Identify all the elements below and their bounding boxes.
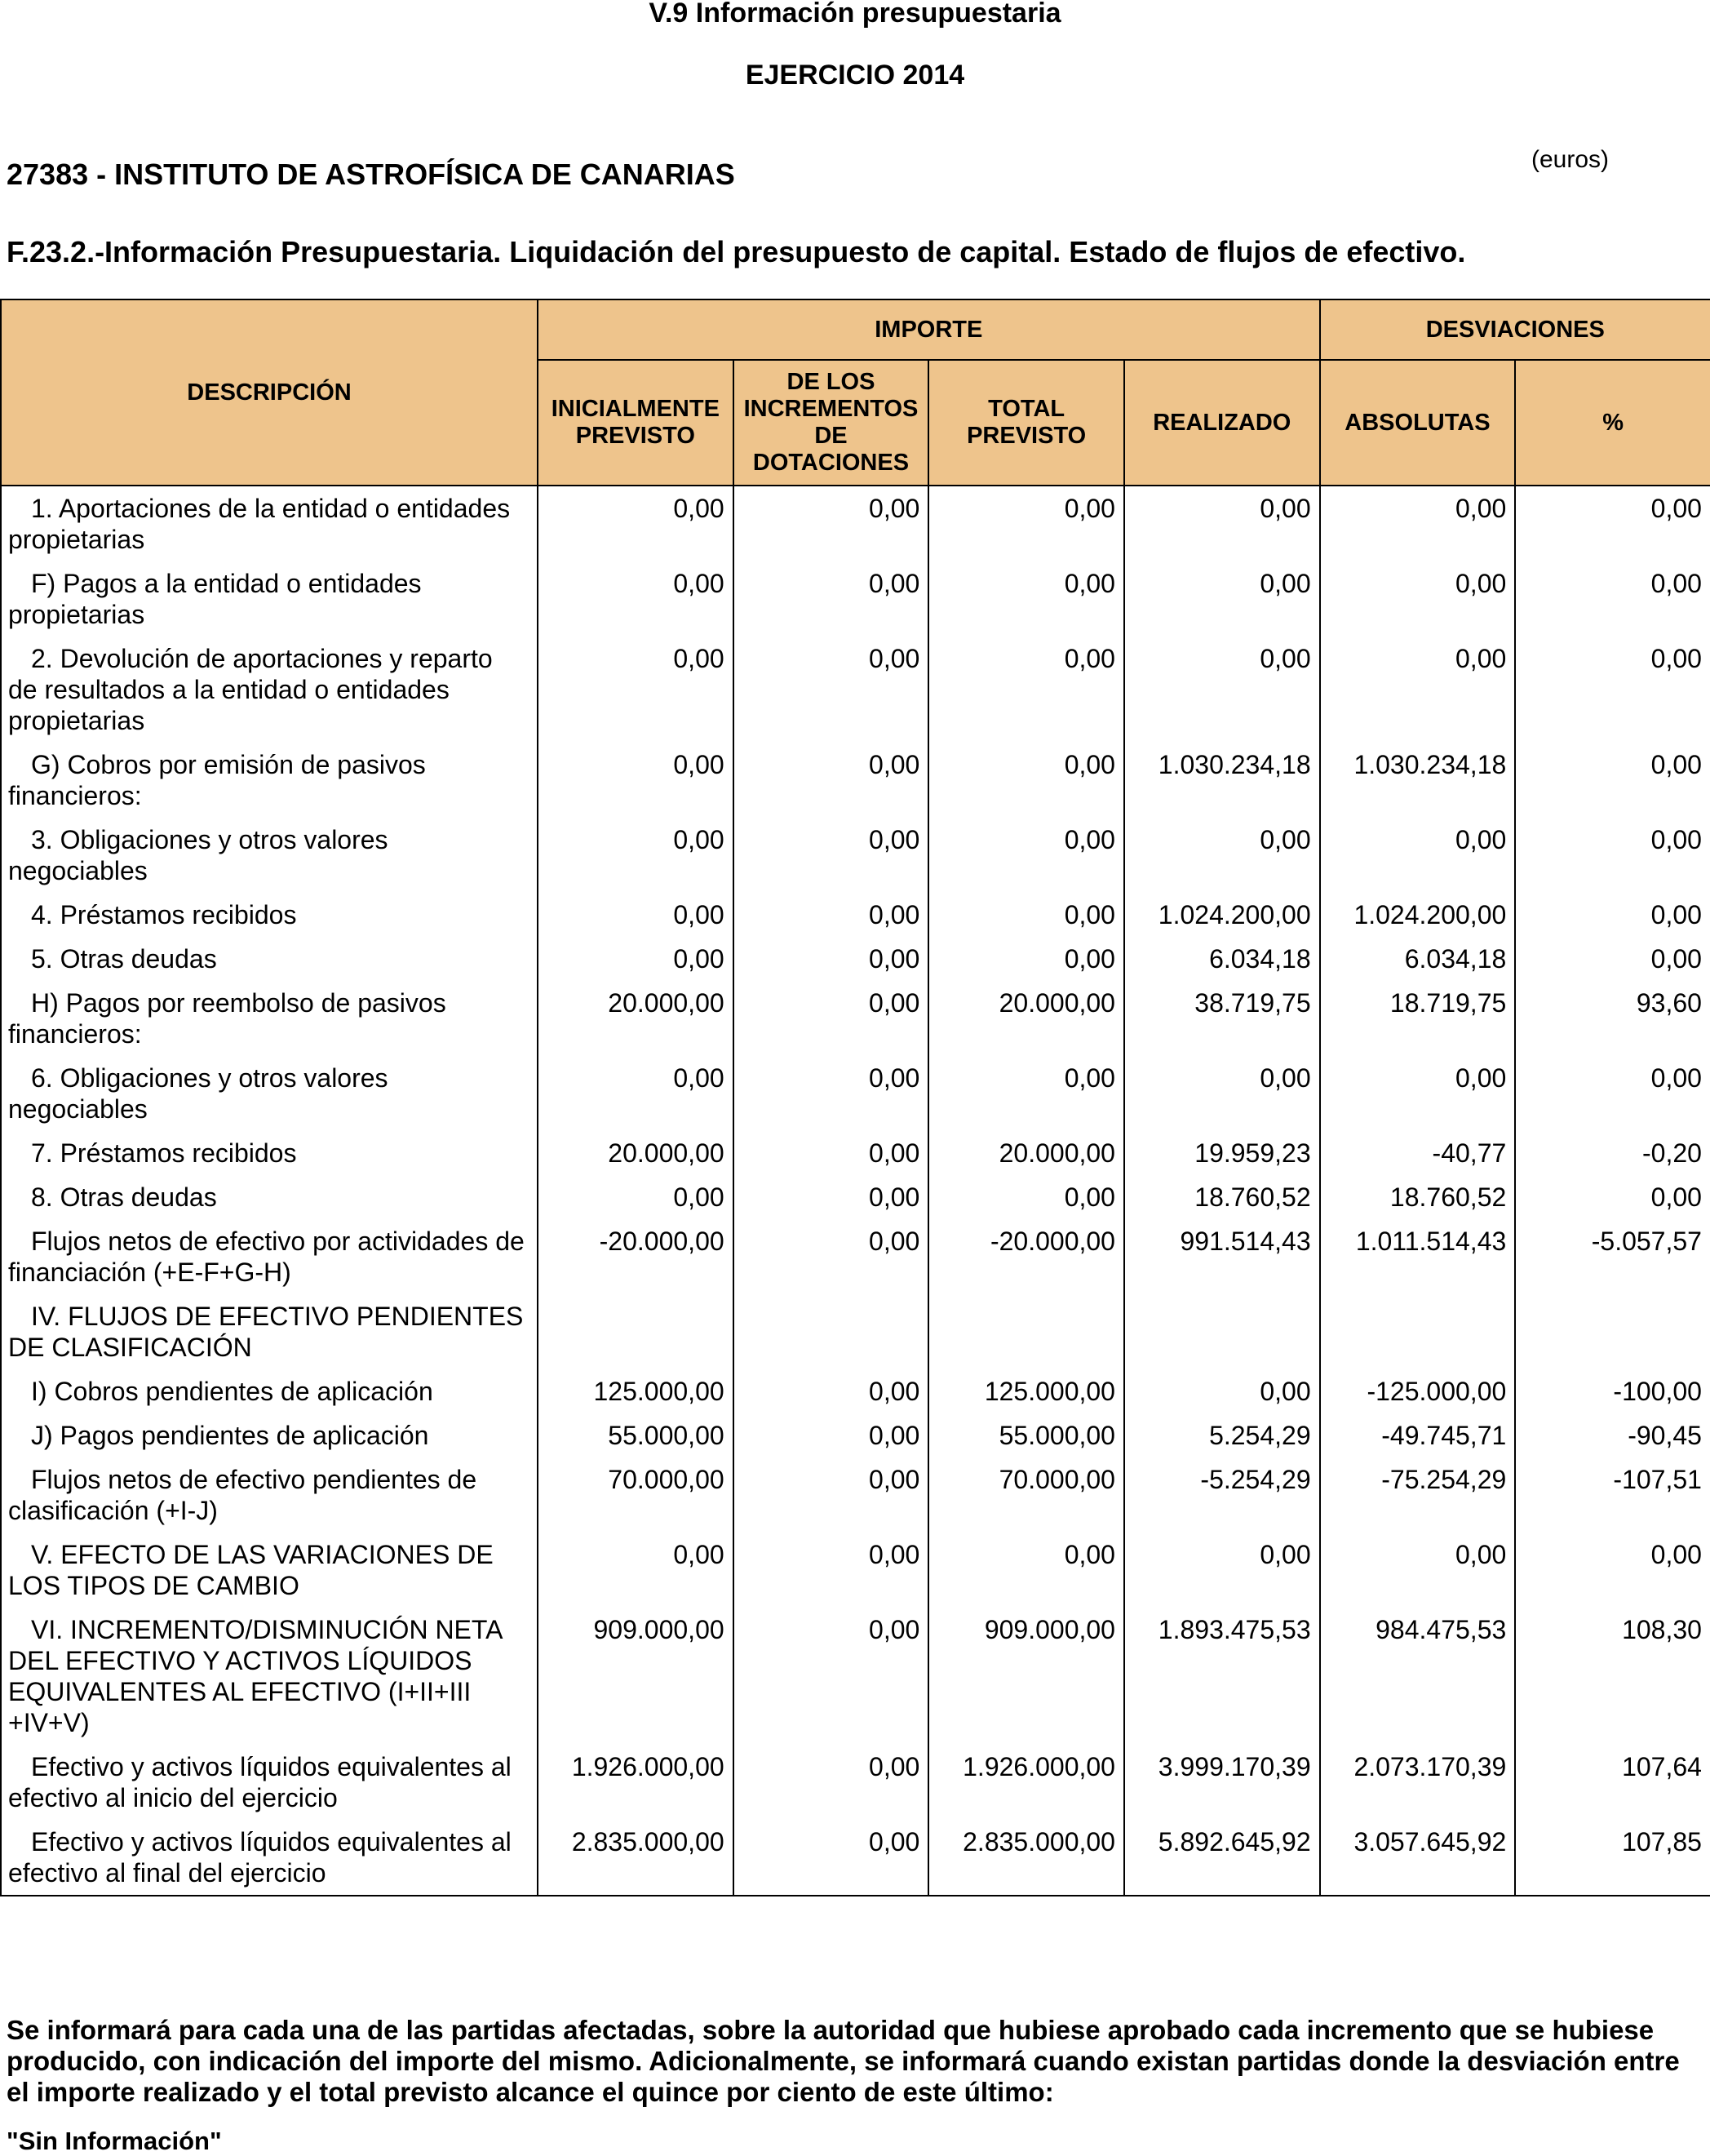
- cell-absolutas: 18.719,75: [1320, 981, 1516, 1056]
- row-description-cell: [1, 1745, 538, 1820]
- cell-inicial: 2.835.000,00: [538, 1820, 733, 1896]
- cell-inicial: 0,00: [538, 1056, 733, 1131]
- cell-absolutas: 18.760,52: [1320, 1175, 1516, 1219]
- cell-realizado: 19.959,23: [1124, 1131, 1320, 1175]
- cell-total: 55.000,00: [928, 1413, 1124, 1457]
- cell-absolutas: -40,77: [1320, 1131, 1516, 1175]
- cell-porcentaje: 0,00: [1515, 818, 1710, 893]
- no-information-note: "Sin Información": [7, 2127, 222, 2155]
- cell-realizado: 6.034,18: [1124, 937, 1320, 981]
- cell-incrementos: 0,00: [733, 743, 929, 818]
- cell-inicial: 1.926.000,00: [538, 1745, 733, 1820]
- cell-porcentaje: 0,00: [1515, 1056, 1710, 1131]
- header-absolutas: ABSOLUTAS: [1320, 360, 1516, 486]
- cell-total: 20.000,00: [928, 981, 1124, 1056]
- header-importe: IMPORTE: [538, 299, 1320, 360]
- cell-realizado: [1124, 1294, 1320, 1369]
- cell-realizado: 0,00: [1124, 1056, 1320, 1131]
- cell-absolutas: 2.073.170,39: [1320, 1745, 1516, 1820]
- cell-inicial: 55.000,00: [538, 1413, 733, 1457]
- cell-inicial: 0,00: [538, 937, 733, 981]
- cell-absolutas: 0,00: [1320, 637, 1516, 743]
- row-description: 4. Préstamos recibidos: [31, 900, 297, 929]
- cell-realizado: 38.719,75: [1124, 981, 1320, 1056]
- header-total-previsto: TOTAL PREVISTO: [928, 360, 1124, 486]
- row-description: G) Cobros por emisión de pasivos financieros:: [8, 750, 426, 810]
- row-description-cell: [1, 1369, 538, 1413]
- cell-total: 0,00: [928, 1533, 1124, 1608]
- cell-porcentaje: 0,00: [1515, 1533, 1710, 1608]
- row-description-cell: [1, 1608, 538, 1745]
- cell-porcentaje: -90,45: [1515, 1413, 1710, 1457]
- cell-incrementos: 0,00: [733, 1745, 929, 1820]
- row-description-cell: [1, 893, 538, 937]
- cell-realizado: 0,00: [1124, 1533, 1320, 1608]
- row-description: F) Pagos a la entidad o entidades propietarias: [8, 569, 422, 629]
- cell-realizado: 1.030.234,18: [1124, 743, 1320, 818]
- cell-porcentaje: -5.057,57: [1515, 1219, 1710, 1294]
- cell-inicial: 0,00: [538, 743, 733, 818]
- header-inicialmente-previsto: INICIALMENTE PREVISTO: [538, 360, 733, 486]
- row-description-cell: [1, 1820, 538, 1896]
- cell-inicial: 0,00: [538, 1533, 733, 1608]
- cell-incrementos: 0,00: [733, 893, 929, 937]
- cell-realizado: 0,00: [1124, 561, 1320, 637]
- row-description-cell: [1, 981, 538, 1056]
- cell-total: 0,00: [928, 893, 1124, 937]
- row-description: 8. Otras deudas: [31, 1182, 217, 1212]
- cell-inicial: 0,00: [538, 486, 733, 561]
- cell-absolutas: 1.030.234,18: [1320, 743, 1516, 818]
- currency-units: (euros): [1531, 146, 1610, 173]
- cell-total: 70.000,00: [928, 1457, 1124, 1533]
- page-title: V.9 Información presupuestaria: [649, 0, 1061, 29]
- cell-inicial: 0,00: [538, 637, 733, 743]
- cell-incrementos: 0,00: [733, 1131, 929, 1175]
- cell-porcentaje: 0,00: [1515, 937, 1710, 981]
- cell-inicial: 0,00: [538, 1175, 733, 1219]
- row-description: V. EFECTO DE LAS VARIACIONES DE LOS TIPOS DE CAMBIO: [8, 1540, 494, 1600]
- row-description: Efectivo y activos líquidos equivalentes al efectivo al inicio del ejercicio: [8, 1752, 512, 1812]
- cell-absolutas: 0,00: [1320, 561, 1516, 637]
- row-description-cell: [1, 1175, 538, 1219]
- cell-realizado: 0,00: [1124, 637, 1320, 743]
- row-description-cell: [1, 1131, 538, 1175]
- cell-porcentaje: -0,20: [1515, 1131, 1710, 1175]
- footnote-text: Se informará para cada una de las partidas afectadas, sobre la autoridad que hubiese aprobado cada incremento que se hubiese producido, con indicación del importe del mismo. Adicionalmente, se informará cuando existan partidas donde la desviación entre el importe realizado y el total previsto alcance el quince por ciento de este último:: [7, 2015, 1680, 2107]
- cell-absolutas: 0,00: [1320, 818, 1516, 893]
- cell-inicial: 20.000,00: [538, 981, 733, 1056]
- table-row: [1, 637, 1710, 743]
- row-description: 5. Otras deudas: [31, 944, 217, 974]
- table-row: [1, 1820, 1710, 1896]
- table-row: [1, 1533, 1710, 1608]
- cell-incrementos: 0,00: [733, 1219, 929, 1294]
- cell-porcentaje: 0,00: [1515, 743, 1710, 818]
- table-row: [1, 561, 1710, 637]
- row-description-cell: [1, 1413, 538, 1457]
- cell-porcentaje: 107,85: [1515, 1820, 1710, 1896]
- cell-realizado: 0,00: [1124, 486, 1320, 561]
- cell-absolutas: -75.254,29: [1320, 1457, 1516, 1533]
- cell-total: 0,00: [928, 818, 1124, 893]
- table-row: [1, 1608, 1710, 1745]
- cell-incrementos: 0,00: [733, 561, 929, 637]
- cell-porcentaje: -107,51: [1515, 1457, 1710, 1533]
- cell-porcentaje: 108,30: [1515, 1608, 1710, 1745]
- cell-incrementos: [733, 1294, 929, 1369]
- cell-porcentaje: 0,00: [1515, 1175, 1710, 1219]
- cell-porcentaje: 0,00: [1515, 637, 1710, 743]
- cell-total: 1.926.000,00: [928, 1745, 1124, 1820]
- table-row: [1, 743, 1710, 818]
- cell-realizado: 18.760,52: [1124, 1175, 1320, 1219]
- cell-incrementos: 0,00: [733, 1820, 929, 1896]
- table-row: [1, 1369, 1710, 1413]
- cell-porcentaje: 0,00: [1515, 893, 1710, 937]
- cell-realizado: 5.254,29: [1124, 1413, 1320, 1457]
- row-description-cell: [1, 486, 538, 561]
- cell-inicial: 20.000,00: [538, 1131, 733, 1175]
- cell-total: 0,00: [928, 743, 1124, 818]
- cell-total: 0,00: [928, 1056, 1124, 1131]
- row-description-cell: [1, 1219, 538, 1294]
- header-desviaciones: DESVIACIONES: [1320, 299, 1710, 360]
- cell-inicial: 125.000,00: [538, 1369, 733, 1413]
- cell-total: 0,00: [928, 1175, 1124, 1219]
- cell-incrementos: 0,00: [733, 1369, 929, 1413]
- row-description-cell: [1, 1457, 538, 1533]
- row-description-cell: [1, 637, 538, 743]
- cell-realizado: 991.514,43: [1124, 1219, 1320, 1294]
- cell-total: 909.000,00: [928, 1608, 1124, 1745]
- cell-incrementos: 0,00: [733, 1056, 929, 1131]
- cell-inicial: 0,00: [538, 893, 733, 937]
- table-row: [1, 1131, 1710, 1175]
- table-row: [1, 937, 1710, 981]
- cell-porcentaje: 0,00: [1515, 486, 1710, 561]
- cell-incrementos: 0,00: [733, 637, 929, 743]
- cell-porcentaje: -100,00: [1515, 1369, 1710, 1413]
- row-description-cell: [1, 743, 538, 818]
- cell-porcentaje: [1515, 1294, 1710, 1369]
- cell-incrementos: 0,00: [733, 937, 929, 981]
- cell-inicial: [538, 1294, 733, 1369]
- table-row: [1, 1056, 1710, 1131]
- header-realizado: REALIZADO: [1124, 360, 1320, 486]
- cell-inicial: 0,00: [538, 818, 733, 893]
- entity-name: 27383 - INSTITUTO DE ASTROFÍSICA DE CANARIAS: [7, 157, 735, 191]
- cell-absolutas: 3.057.645,92: [1320, 1820, 1516, 1896]
- header-porcentaje: %: [1515, 360, 1710, 486]
- row-description: Efectivo y activos líquidos equivalentes al efectivo al final del ejercicio: [8, 1827, 512, 1888]
- cell-total: 0,00: [928, 561, 1124, 637]
- cell-absolutas: -49.745,71: [1320, 1413, 1516, 1457]
- cell-incrementos: 0,00: [733, 981, 929, 1056]
- cell-absolutas: 6.034,18: [1320, 937, 1516, 981]
- cell-realizado: -5.254,29: [1124, 1457, 1320, 1533]
- table-row: [1, 486, 1710, 561]
- row-description: Flujos netos de efectivo por actividades de financiación (+E-F+G-H): [8, 1227, 525, 1287]
- row-description: 2. Devolución de aportaciones y reparto de resultados a la entidad o entidades propietarias: [8, 644, 493, 735]
- table-row: [1, 893, 1710, 937]
- cell-total: 125.000,00: [928, 1369, 1124, 1413]
- cell-inicial: 909.000,00: [538, 1608, 733, 1745]
- cell-inicial: 0,00: [538, 561, 733, 637]
- cell-incrementos: 0,00: [733, 1413, 929, 1457]
- row-description: 3. Obligaciones y otros valores negociables: [8, 825, 388, 885]
- row-description: VI. INCREMENTO/DISMINUCIÓN NETA DEL EFECTIVO Y ACTIVOS LÍQUIDOS EQUIVALENTES AL EFECTIVO (I+II+III +IV+V): [8, 1615, 502, 1737]
- cell-incrementos: 0,00: [733, 1457, 929, 1533]
- row-description: 7. Préstamos recibidos: [31, 1138, 297, 1168]
- cell-absolutas: [1320, 1294, 1516, 1369]
- cell-total: [928, 1294, 1124, 1369]
- cell-realizado: 1.024.200,00: [1124, 893, 1320, 937]
- cell-absolutas: 0,00: [1320, 486, 1516, 561]
- table-row: [1, 1457, 1710, 1533]
- row-description: J) Pagos pendientes de aplicación: [31, 1421, 429, 1450]
- cell-incrementos: 0,00: [733, 1175, 929, 1219]
- report-subtitle: F.23.2.-Información Presupuestaria. Liquidación del presupuesto de capital. Estado de flujos de efectivo.: [7, 235, 1466, 268]
- cell-incrementos: 0,00: [733, 1533, 929, 1608]
- cash-flow-table: [0, 299, 1710, 1896]
- table-row: [1, 981, 1710, 1056]
- cell-incrementos: 0,00: [733, 1608, 929, 1745]
- row-description: Flujos netos de efectivo pendientes de clasificación (+I-J): [8, 1465, 477, 1525]
- cell-realizado: 5.892.645,92: [1124, 1820, 1320, 1896]
- cell-total: -20.000,00: [928, 1219, 1124, 1294]
- table-row: [1, 1413, 1710, 1457]
- table-body: [1, 486, 1710, 1896]
- cell-absolutas: 984.475,53: [1320, 1608, 1516, 1745]
- cell-realizado: 0,00: [1124, 818, 1320, 893]
- cell-porcentaje: 107,64: [1515, 1745, 1710, 1820]
- cell-absolutas: -125.000,00: [1320, 1369, 1516, 1413]
- table-row: [1, 818, 1710, 893]
- cell-incrementos: 0,00: [733, 486, 929, 561]
- table-row: [1, 1175, 1710, 1219]
- header-incrementos: DE LOS INCREMENTOS DE DOTACIONES: [733, 360, 929, 486]
- cell-realizado: 0,00: [1124, 1369, 1320, 1413]
- row-description: IV. FLUJOS DE EFECTIVO PENDIENTES DE CLASIFICACIÓN: [8, 1302, 524, 1362]
- table-row: [1, 1745, 1710, 1820]
- row-description-cell: [1, 818, 538, 893]
- cell-absolutas: 0,00: [1320, 1056, 1516, 1131]
- table-row: [1, 1294, 1710, 1369]
- row-description-cell: [1, 1533, 538, 1608]
- cell-total: 20.000,00: [928, 1131, 1124, 1175]
- cell-realizado: 3.999.170,39: [1124, 1745, 1320, 1820]
- cell-absolutas: 1.011.514,43: [1320, 1219, 1516, 1294]
- cell-total: 2.835.000,00: [928, 1820, 1124, 1896]
- row-description: 6. Obligaciones y otros valores negociables: [8, 1063, 388, 1124]
- row-description-cell: [1, 561, 538, 637]
- row-description: 1. Aportaciones de la entidad o entidades propietarias: [8, 494, 511, 554]
- fiscal-year: EJERCICIO 2014: [745, 60, 965, 91]
- cell-realizado: 1.893.475,53: [1124, 1608, 1320, 1745]
- cell-porcentaje: 93,60: [1515, 981, 1710, 1056]
- cell-incrementos: 0,00: [733, 818, 929, 893]
- cell-absolutas: 0,00: [1320, 1533, 1516, 1608]
- cell-porcentaje: 0,00: [1515, 561, 1710, 637]
- cell-total: 0,00: [928, 637, 1124, 743]
- row-description-cell: [1, 1294, 538, 1369]
- row-description: I) Cobros pendientes de aplicación: [31, 1377, 433, 1406]
- row-description-cell: [1, 937, 538, 981]
- cell-total: 0,00: [928, 486, 1124, 561]
- table-row: [1, 1219, 1710, 1294]
- row-description-cell: [1, 1056, 538, 1131]
- cell-inicial: 70.000,00: [538, 1457, 733, 1533]
- cell-total: 0,00: [928, 937, 1124, 981]
- cell-inicial: -20.000,00: [538, 1219, 733, 1294]
- row-description: H) Pagos por reembolso de pasivos financieros:: [8, 988, 446, 1049]
- header-descripcion: DESCRIPCIÓN: [1, 299, 538, 486]
- cell-absolutas: 1.024.200,00: [1320, 893, 1516, 937]
